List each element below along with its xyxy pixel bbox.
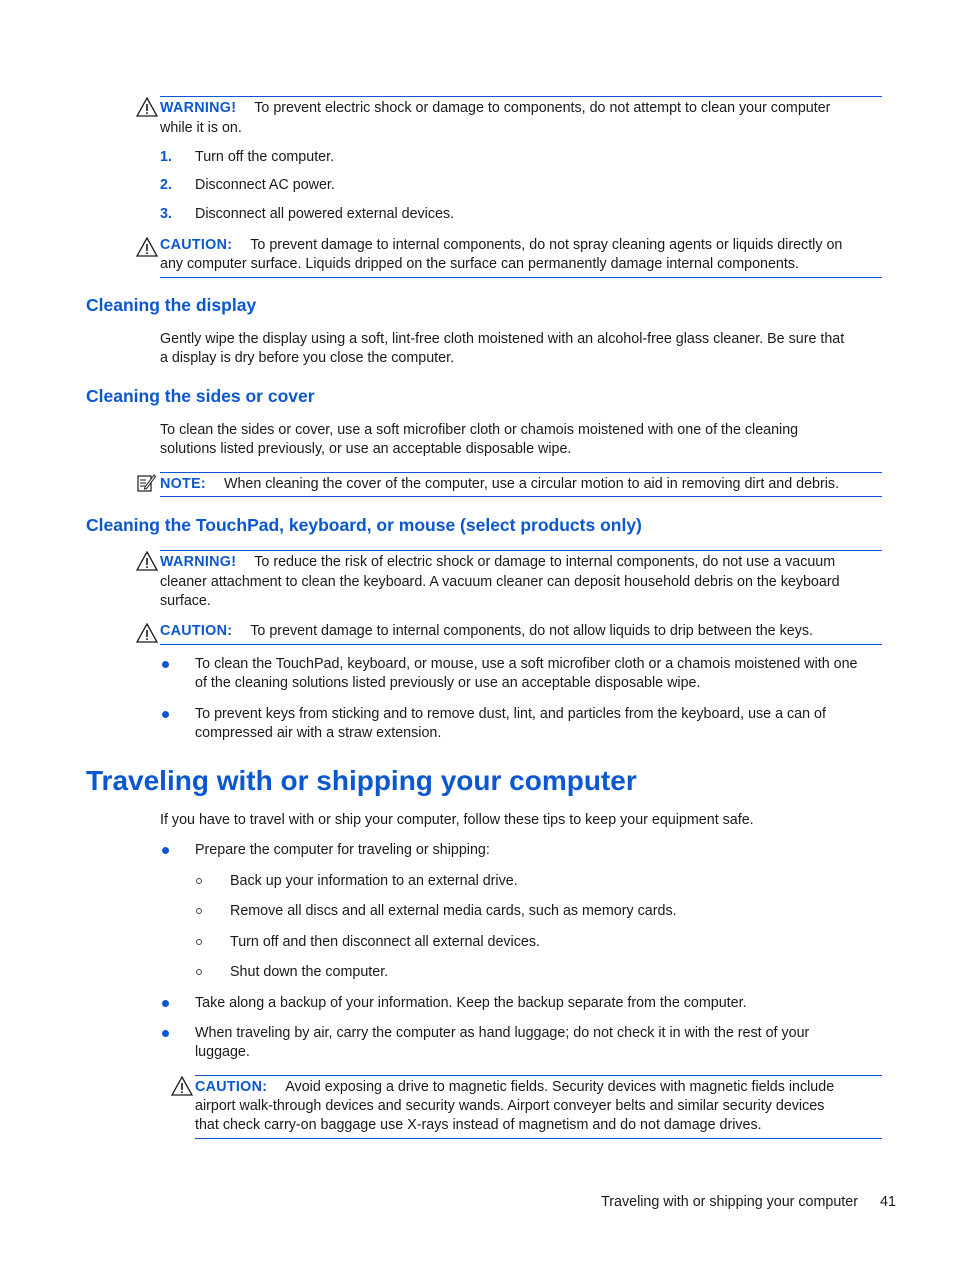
caution-bottom-rule xyxy=(195,1138,882,1139)
footer-title: Traveling with or shipping your computer xyxy=(601,1194,858,1210)
warning-text: To reduce the risk of electric shock or damage to internal components, do not use a vacuum xyxy=(254,554,836,570)
display-body: Gently wipe the display using a soft, lint-free cloth moistened with an alcohol-free glass cleaner. Be sure that xyxy=(160,331,845,347)
sub-bullet-icon xyxy=(195,902,205,912)
sub-bullet-icon xyxy=(195,872,205,882)
step-number: 3. xyxy=(160,206,172,222)
note-top-rule xyxy=(160,472,882,473)
warning-text-cont: surface. xyxy=(160,593,211,609)
note-bottom-rule xyxy=(160,496,882,497)
warning-notice xyxy=(160,99,830,119)
caution-notice xyxy=(160,622,813,642)
step-text: Disconnect all powered external devices. xyxy=(195,206,455,222)
bullet-icon xyxy=(160,1024,174,1038)
sub-list-item: Back up your information to an external drive. xyxy=(230,873,518,889)
list-item: To clean the TouchPad, keyboard, or mouse, use a soft microfiber cloth or a chamois moistened with one xyxy=(195,656,858,672)
list-item: When traveling by air, carry the computer as hand luggage; do not check it in with the rest of your xyxy=(195,1025,810,1041)
sub-list-item: Shut down the computer. xyxy=(230,964,389,980)
caution-text: To prevent damage to internal components, do not spray cleaning agents or liquids directly on xyxy=(250,237,843,253)
note-pencil-icon xyxy=(136,473,156,493)
list-item: Take along a backup of your information. Keep the backup separate from the computer. xyxy=(195,995,747,1011)
warning-text: To prevent electric shock or damage to components, do not attempt to clean your computer xyxy=(254,100,831,116)
caution-label: CAUTION: xyxy=(160,237,233,253)
list-item-cont: luggage. xyxy=(195,1044,250,1060)
note-notice xyxy=(160,475,839,495)
caution-text-cont: that check carry-on baggage use X-rays instead of magnetism and do not damage drives. xyxy=(195,1117,762,1133)
caution-text-cont: airport walk-through devices and security wands. Airport conveyer belts and similar security devices xyxy=(195,1098,825,1114)
list-item: To prevent keys from sticking and to remove dust, lint, and particles from the keyboard, use a can of xyxy=(195,706,826,722)
sub-list-item: Remove all discs and all external media cards, such as memory cards. xyxy=(230,903,677,919)
page-number: 41 xyxy=(880,1194,896,1210)
step-number: 2. xyxy=(160,177,172,193)
step-text: Disconnect AC power. xyxy=(195,177,335,193)
caution-text: Avoid exposing a drive to magnetic fields. Security devices with magnetic fields include xyxy=(285,1079,835,1095)
note-label: NOTE: xyxy=(160,476,206,492)
warning-text-cont: cleaner attachment to clean the keyboard. A vacuum cleaner can deposit household debris on the keyboard xyxy=(160,574,840,590)
sub-bullet-icon xyxy=(195,963,205,973)
bullet-icon xyxy=(160,994,174,1008)
list-item-cont: compressed air with a straw extension. xyxy=(195,725,442,741)
warning-label: WARNING! xyxy=(160,100,237,116)
caution-notice xyxy=(195,1078,834,1098)
bullet-icon xyxy=(160,841,174,855)
sub-bullet-icon xyxy=(195,933,205,943)
caution-text-cont: any computer surface. Liquids dripped on the surface can permanently damage internal components. xyxy=(160,256,799,272)
list-item-cont: of the cleaning solutions listed previously or use an acceptable disposable wipe. xyxy=(195,675,701,691)
warning-top-rule xyxy=(160,550,882,551)
section-heading-display: Cleaning the display xyxy=(86,295,257,315)
caution-triangle-icon xyxy=(171,1076,193,1096)
note-text: When cleaning the cover of the computer, use a circular motion to aid in removing dirt and debris. xyxy=(223,476,840,492)
warning-top-rule xyxy=(160,96,882,97)
sides-body-cont: solutions listed previously, or use an acceptable disposable wipe. xyxy=(160,441,572,457)
section-heading-touchpad: Cleaning the TouchPad, keyboard, or mouse (select products only) xyxy=(86,515,642,535)
caution-bottom-rule xyxy=(160,277,882,278)
step-text: Turn off the computer. xyxy=(195,149,335,165)
list-item: Prepare the computer for traveling or shipping: xyxy=(195,842,490,858)
caution-triangle-icon xyxy=(136,623,158,643)
warning-triangle-icon xyxy=(136,551,158,571)
travel-intro: If you have to travel with or ship your computer, follow these tips to keep your equipment safe. xyxy=(160,812,754,828)
warning-label: WARNING! xyxy=(160,554,237,570)
sub-list-item: Turn off and then disconnect all external devices. xyxy=(230,934,540,950)
caution-text: To prevent damage to internal components, do not allow liquids to drip between the keys. xyxy=(250,623,813,639)
sides-body: To clean the sides or cover, use a soft microfiber cloth or chamois moistened with one of the cleaning xyxy=(160,422,799,438)
display-body-cont: a display is dry before you close the computer. xyxy=(160,350,455,366)
caution-label: CAUTION: xyxy=(195,1079,268,1095)
warning-text-cont: while it is on. xyxy=(160,120,242,136)
caution-bottom-rule xyxy=(160,644,882,645)
caution-top-rule xyxy=(195,1075,882,1076)
page-title: Traveling with or shipping your computer xyxy=(86,765,637,796)
step-number: 1. xyxy=(160,149,172,165)
caution-triangle-icon xyxy=(136,237,158,257)
caution-label: CAUTION: xyxy=(160,623,233,639)
warning-notice xyxy=(160,553,835,573)
caution-notice xyxy=(160,236,842,256)
bullet-icon xyxy=(160,655,174,669)
warning-triangle-icon xyxy=(136,97,158,117)
bullet-icon xyxy=(160,705,174,719)
section-heading-sides: Cleaning the sides or cover xyxy=(86,386,315,406)
